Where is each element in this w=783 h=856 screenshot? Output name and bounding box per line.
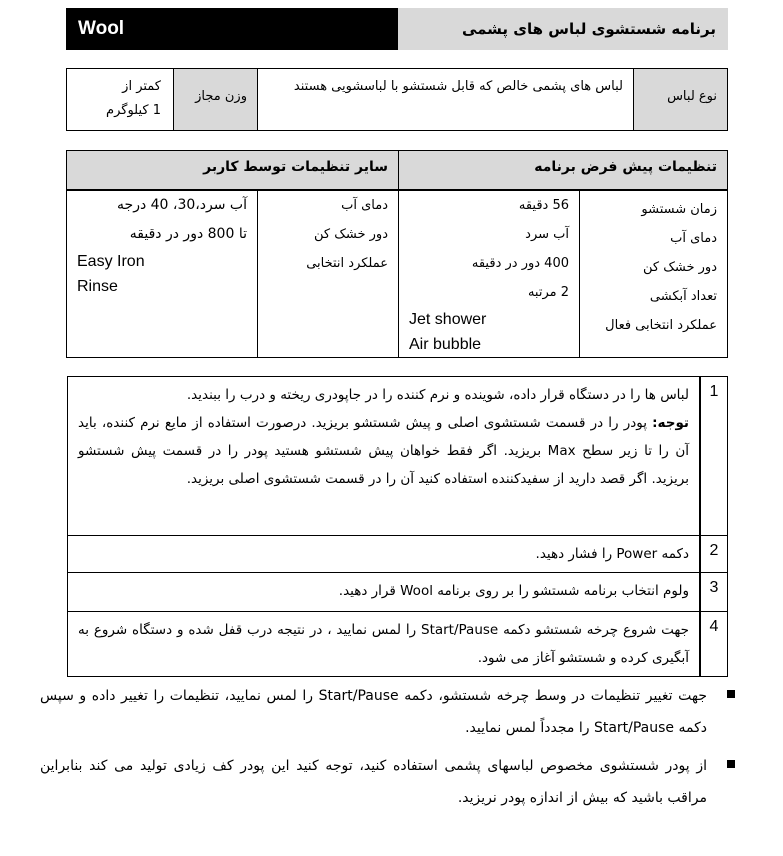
default-value: آب سرد xyxy=(525,227,569,242)
step-3-text: ولوم انتخاب برنامه شستشو را بر روی برنامه Wool قرار دهید. xyxy=(67,572,700,612)
user-label: دور خشک کن xyxy=(314,227,388,242)
default-label: تعداد آبکشی xyxy=(649,289,717,304)
step-number: 4 xyxy=(700,611,728,677)
default-label: دور خشک کن xyxy=(643,260,717,275)
step-4-text: جهت شروع چرخه شستشو دکمه Start/Pause را لمس نمایید ، در نتیجه درب قفل شده و دستگاه شروع به آبگیری کرده و شستشو آغاز می شود. xyxy=(67,611,700,677)
user-label: عملکرد انتخابی xyxy=(306,256,388,271)
note-text: جهت تغییر تنظیمات در وسط چرخه شستشو، دکمه Start/Pause را لمس نمایید، تنظیمات را تغییر داده و سپس دکمه Start/Pause را مجدداً لمس نمایید. xyxy=(40,688,707,736)
default-label: زمان شستشو xyxy=(641,202,717,217)
step-1-line1: لباس ها را در دستگاه قرار داده، شوینده و نرم کننده را در جاپودری ریخته و درب را ببندید. xyxy=(186,387,689,403)
garment-type-value: لباس های پشمی خالص که قابل شستشو با لباسشویی هستند xyxy=(257,68,634,131)
step-2-text: دکمه Power را فشار دهید. xyxy=(67,535,700,573)
step-number: 3 xyxy=(700,572,728,612)
note-item xyxy=(40,680,735,746)
weight-value xyxy=(66,68,174,131)
weight-value-line1: کمتر از xyxy=(122,79,161,94)
note-label: توجه: xyxy=(652,415,689,431)
bullet-square-icon xyxy=(727,760,735,768)
step-number: 2 xyxy=(700,535,728,573)
default-function: Jet shower xyxy=(409,311,487,328)
bullet-square-icon xyxy=(727,690,735,698)
user-values-cell xyxy=(66,190,258,358)
weight-label: وزن مجاز xyxy=(173,68,258,131)
program-code: Wool xyxy=(66,8,398,50)
user-function: Easy Iron xyxy=(77,253,145,270)
default-value: 2 مرتبه xyxy=(527,285,569,300)
user-labels-cell xyxy=(257,190,399,358)
user-value: تا 800 دور در دقیقه xyxy=(129,226,247,242)
default-function: Air bubble xyxy=(409,336,482,353)
garment-type-label: نوع لباس xyxy=(633,68,728,131)
note-text: از پودر شستشوی مخصوص لباسهای پشمی استفاده کنید، توجه کنید این پودر کف زیادی تولید می کند بنابراین مراقب باشید که بیش از اندازه پودر نریزید. xyxy=(40,758,707,806)
user-function: Rinse xyxy=(77,278,118,295)
default-values-cell xyxy=(398,190,580,358)
note-item xyxy=(40,750,735,816)
step-number: 1 xyxy=(700,376,728,536)
step-1-note: پودر را در قسمت شستشوی اصلی و پیش شستشو بریزید. درصورت استفاده از مایع نرم کننده، باید آن را تا زیر سطح Max بریزید. اگر فقط خواهان پیش شستشو هستید پودر را در قسمت پیش شستشو بریزید. اگر قصد دارید از سفیدکننده استفاده کنید آن را در قسمت شستشوی اصلی بریزید. xyxy=(78,415,689,487)
default-label: عملکرد انتخابی فعال xyxy=(605,318,717,333)
user-value: آب سرد،30، 40 درجه xyxy=(117,197,247,213)
user-settings-header: سایر تنظیمات توسط کاربر xyxy=(66,150,399,190)
user-label: دمای آب xyxy=(341,198,388,213)
program-title: برنامه شستشوی لباس های پشمی xyxy=(398,8,728,50)
default-value: 56 دقیقه xyxy=(518,198,569,213)
default-settings-header: تنظیمات پیش فرض برنامه xyxy=(398,150,728,190)
default-value: 400 دور در دقیقه xyxy=(471,256,569,271)
step-1-content xyxy=(67,376,700,536)
default-labels-cell xyxy=(579,190,728,358)
default-label: دمای آب xyxy=(670,231,717,246)
weight-value-line2: 1 کیلوگرم xyxy=(106,103,161,118)
